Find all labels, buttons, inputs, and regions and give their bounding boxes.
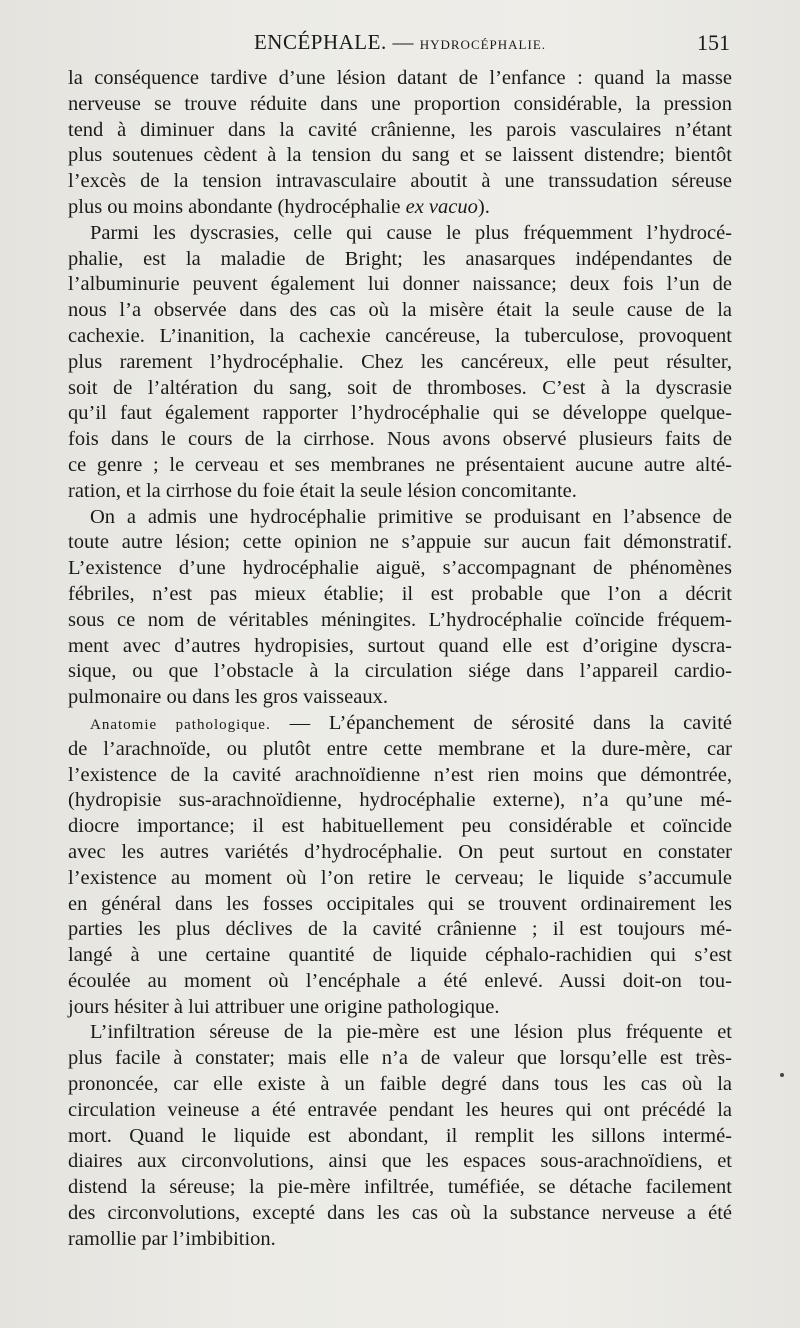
- running-title-main: ENCÉPHALE.: [253, 30, 387, 54]
- text-line: phalie, est la maladie de Bright; les anasarques indépendantes de: [68, 247, 732, 270]
- text-line: nous l’a observée dans des cas où la misère était la seule cause de la: [68, 299, 732, 322]
- text-line: tend à diminuer dans la cavité crânienne, les parois vasculaires n’étant: [68, 118, 732, 141]
- text-line: l’existence au moment où l’on retire le cerveau; le liquide s’accumule: [68, 866, 732, 889]
- running-title-sub: HYDROCÉPHALIE.: [419, 37, 547, 52]
- text-line: toute autre lésion; cette opinion ne s’appuie sur aucun fait démonstratif.: [68, 531, 732, 554]
- text-line: de l’arachnoïde, ou plutôt entre cette membrane et la dure-mère, car: [68, 737, 732, 760]
- text-line: écoulée au moment où l’encéphale a été enlevé. Aussi doit-on tou-: [68, 969, 732, 992]
- text-line: pulmonaire ou dans les gros vaisseaux.: [68, 686, 388, 709]
- paragraph-start-line: On a admis une hydrocéphalie primitive se produisant en l’absence de: [90, 505, 732, 528]
- text-line: fois dans le cours de la cirrhose. Nous avons observé plusieurs faits de: [68, 428, 732, 451]
- text-line: en général dans les fosses occipitales qui se trouvent ordinairement les: [68, 892, 732, 915]
- text-line: diaires aux circonvolutions, ainsi que les espaces sous-arachnoïdiens, et: [68, 1150, 732, 1173]
- running-title-separator: —: [386, 30, 420, 54]
- text-line: l’albuminurie peuvent également lui donner naissance; deux fois l’un de: [68, 273, 732, 296]
- page-number: 151: [697, 30, 730, 55]
- text-line: langé à une certaine quantité de liquide céphalo-rachidien qui s’est: [68, 944, 732, 967]
- text-line: sique, ou que l’obstacle à la circulation siége dans l’appareil cardio-: [68, 660, 732, 683]
- text-line: prononcée, car elle existe à un faible degré dans tous les cas où la: [68, 1073, 732, 1096]
- text-line: l’excès de la tension intravasculaire aboutit à une transsudation séreuse: [68, 170, 732, 193]
- text-line: plus soutenues cèdent à la tension du sang et se laissent distendre; bientôt: [68, 144, 732, 167]
- text-line: L’existence d’une hydrocéphalie aiguë, s’accompagnant de phénomènes: [68, 557, 732, 580]
- text-line: nerveuse se trouve réduite dans une proportion considérable, la pression: [68, 92, 732, 115]
- text-line: parties les plus déclives de la cavité crânienne ; il est toujours mé-: [68, 918, 732, 941]
- section-heading-line: [68, 711, 732, 737]
- section-heading-continuation: — L’épanchement de sérosité dans la cavité: [289, 711, 733, 734]
- text-line: cachexie. L’inanition, la cachexie cancéreuse, la tuberculose, provoquent: [68, 324, 732, 347]
- text-line: ration, et la cirrhose du foie était la seule lésion concomitante.: [68, 479, 577, 502]
- ex-vacuo-italic: ex vacuo: [405, 195, 478, 218]
- text-line: des circonvolutions, excepté dans les cas où la substance nerveuse a été: [68, 1202, 732, 1225]
- text-line: distend la séreuse; la pie-mère infiltrée, tuméfiée, se détache facilement: [68, 1176, 732, 1199]
- text-line: (hydropisie sus-arachnoïdienne, hydrocéphalie externe), n’a qu’une mé-: [68, 789, 732, 812]
- text-line: mort. Quand le liquide est abondant, il remplit les sillons intermé-: [68, 1124, 732, 1147]
- text-line-ex-vacuo: [68, 195, 732, 221]
- ex-vacuo-prefix: plus ou moins abondante (hydrocéphalie: [68, 195, 406, 218]
- text-line: diocre importance; il est habituellement peu considérable et coïncide: [68, 815, 732, 838]
- text-line: jours hésiter à lui attribuer une origine pathologique.: [68, 995, 500, 1018]
- text-line: fébriles, n’est pas mieux établie; il est probable que l’on a décrit: [68, 582, 732, 605]
- running-title: [68, 30, 732, 55]
- section-heading: Anatomie pathologique.: [90, 716, 271, 733]
- text-line: qu’il faut également rapporter l’hydrocéphalie qui se développe quelque-: [68, 402, 732, 425]
- margin-speck: [780, 1073, 784, 1077]
- paragraph-start-line: L’infiltration séreuse de la pie-mère est une lésion plus fréquente et: [90, 1021, 732, 1044]
- text-line: ramollie par l’imbibition.: [68, 1227, 276, 1250]
- ex-vacuo-suffix: ).: [477, 195, 490, 218]
- text-line: soit de l’altération du sang, soit de thromboses. C’est à la dyscrasie: [68, 376, 732, 399]
- body-text: [68, 66, 732, 1253]
- running-head: [68, 30, 732, 60]
- text-line: sous ce nom de véritables méningites. L’hydrocéphalie coïncide fréquem-: [68, 608, 732, 631]
- text-line: la conséquence tardive d’une lésion datant de l’enfance : quand la masse: [68, 67, 732, 89]
- text-line: avec les autres variétés d’hydrocéphalie. On peut surtout en constater: [68, 840, 732, 863]
- text-line: ce genre ; le cerveau et ses membranes ne présentaient aucune autre alté-: [68, 453, 732, 476]
- text-line: plus facile à constater; mais elle n’a de valeur que lorsqu’elle est très-: [68, 1047, 732, 1070]
- text-line: l’existence de la cavité arachnoïdienne n’est rien moins que démontrée,: [68, 763, 732, 786]
- paragraph-start-line: Parmi les dyscrasies, celle qui cause le plus fréquemment l’hydrocé-: [90, 221, 732, 244]
- text-line: circulation veineuse a été entravée pendant les heures qui ont précédé la: [68, 1098, 732, 1121]
- text-line: plus rarement l’hydrocéphalie. Chez les cancéreux, elle peut résulter,: [68, 350, 732, 373]
- text-line: ment avec d’autres hydropisies, surtout quand elle est d’origine dyscra-: [68, 634, 732, 657]
